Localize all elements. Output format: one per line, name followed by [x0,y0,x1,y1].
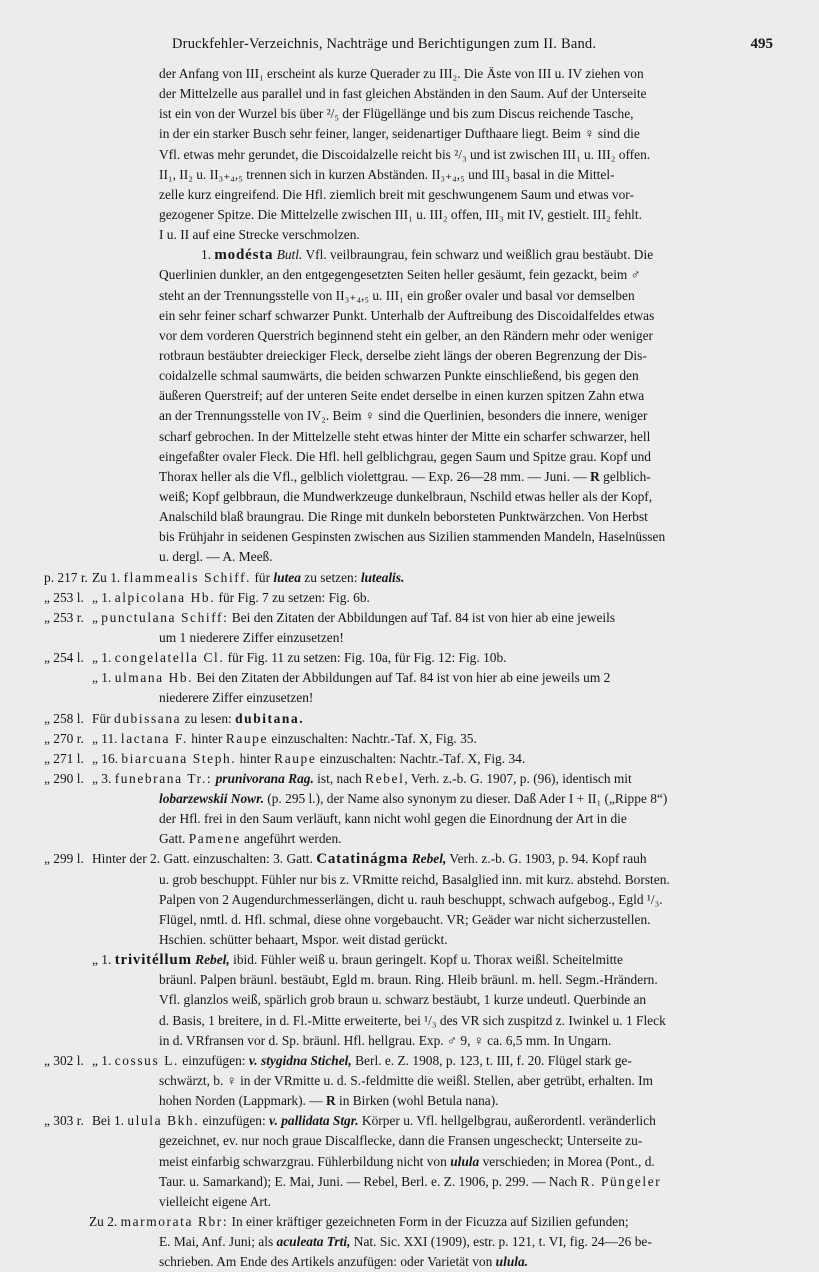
emphasized-text: Raupe [274,750,317,766]
emphasized-text: biarcuana Steph. [121,750,237,766]
page-reference: „ 303 r. [44,1113,84,1129]
line-text [92,568,404,588]
text-segment: scharf gebrochen. In der Mittelzelle steht etwas hinter der Mitte ein scharfer schwarzer, hell [159,428,651,444]
line-text [92,608,615,628]
emphasized-text: aculeata Trti, [276,1234,351,1250]
emphasized-text: Rebel [365,770,405,786]
text-segment: „ 1. [92,952,115,968]
line-text [159,427,650,447]
text-segment: rotbraun bestäubter dreieckiger Fleck, derselbe zieht längs der oberen Begrenzung der Dis- [159,347,647,363]
emphasized-text: congelatella Cl. [114,650,225,666]
text-segment: für [251,569,274,585]
emphasized-text: ulmana Hb. [114,670,194,686]
text-segment: „ 1. [92,650,115,666]
emphasized-text: R [325,1093,336,1109]
page-reference: „ 302 l. [44,1052,84,1068]
line-text [159,910,650,930]
emphasized-text: prunivorana Rag. [215,770,314,786]
text-segment: gezogener Spitze. Die Mittelzelle zwischen III₁ u. III₂ offen, III₃ mit IV, gestielt. III₂ fehlt. [159,206,642,222]
text-line [0,950,819,970]
line-text [159,990,646,1010]
line-text [159,406,648,426]
text-line [0,910,819,930]
text-segment: einzuschalten: Nachtr.-Taf. X, Fig. 35. [268,730,477,746]
text-segment: Zu 1. [92,569,124,585]
text-segment: d. Basis, 1 breitere, in d. Fl.-Mitte erweiterte, bei ¹/₃ des VR sich zuspitzd z. Iwinkel u. 1 Fleck [159,1012,666,1028]
text-line [0,849,819,869]
line-text [92,749,525,769]
text-segment: Hinter der 2. Gatt. einzuschalten: 3. Gatt. [92,851,317,867]
text-segment: hinter [236,750,275,766]
line-text [159,890,663,910]
line-text [201,245,653,265]
text-segment: Bei 1. [92,1113,128,1129]
line-text [92,1051,632,1071]
line-text [159,205,642,225]
line-text [159,628,344,648]
text-line [0,84,819,104]
page-reference: „ 290 l. [44,770,84,786]
line-text [159,527,665,547]
text-segment: vielleicht eigene Art. [159,1193,271,1209]
text-segment: eingefaßter ovaler Fleck. Die Hfl. hell gelblichgrau, gegen Saum und Spitze grau. Kopf und [159,448,651,464]
text-line [0,245,819,265]
text-line [0,1232,819,1252]
text-line [0,527,819,547]
line-text [159,1031,611,1051]
text-line [0,326,819,346]
text-line [0,507,819,527]
line-text [159,64,644,84]
text-segment: 1. [201,247,215,263]
text-segment: ein sehr feiner scharf schwarzer Punkt. Unterhalb der Auftreibung des Discoidalfeldes etwas [159,307,655,323]
text-line [0,547,819,567]
text-segment: Palpen von 2 Augendurchmesserlängen, dicht u. rauh beschuppt, schwach aufgebog., Egld ¹/₃. [159,891,663,907]
emphasized-text: funebrana Tr.: [114,770,213,786]
text-line [0,1091,819,1111]
text-segment: für Fig. 7 zu setzen: Fig. 6b. [215,589,370,605]
text-segment: „ 1. [92,670,115,686]
emphasized-text: Catatinágma [316,851,409,868]
text-segment: niederere Ziffer einzusetzen! [159,690,314,706]
line-text [159,1131,642,1151]
text-line [0,104,819,124]
text-segment: einzufügen: [178,1052,249,1068]
text-segment: Verh. z.-b. G. 1903, p. 94. Kopf rauh [446,851,647,867]
text-line [0,1152,819,1172]
text-line [0,930,819,950]
text-line [0,265,819,285]
text-segment: ibid. Fühler weiß u. braun geringelt. Kopf u. Thorax weißl. Scheitelmitte [229,952,623,968]
page-reference: „ 271 l. [44,750,84,766]
emphasized-text: flammealis Schiff. [123,569,252,585]
line-text [159,225,360,245]
line-text [159,688,313,708]
text-line [0,1071,819,1091]
text-segment: steht an der Trennungsstelle von II₃₊₄,₅ u. III₁ ein großer ovaler und basal vor demselben [159,287,635,303]
text-segment: Analschild blaß braungrau. Die Ringe mit dunkeln beborsteten Punktwärzchen. Von Herbst [159,509,648,525]
text-segment: Querlinien dunkler, an den entgegengesetzten Seiten heller gesäumt, fein gezackt, beim ♂ [159,267,641,283]
text-line [0,145,819,165]
text-segment: Zu 2. [89,1214,121,1230]
line-text [92,709,304,729]
emphasized-text: lutea [273,569,301,585]
line-text [92,648,507,668]
line-text [159,1232,652,1252]
emphasized-text: ulula [450,1153,480,1169]
text-segment: Flügel, nmtl. d. Hfl. schmal, diese ohne vorgebaucht. VR; Geäder war nicht sicherzustellen. [159,911,651,927]
page-reference: „ 299 l. [44,851,84,867]
text-segment: Für [92,710,114,726]
text-segment: II₁, II₂ u. II₃₊₄,₅ trennen sich in kurzen Abständen. II₃₊₄,₅ und III₃ basal in die Mittel- [159,166,615,182]
line-text [159,185,634,205]
text-line [0,568,819,588]
line-text [159,789,667,809]
emphasized-text: dubissana [113,710,182,726]
emphasized-text: cossus L. [114,1052,179,1068]
page-body [0,64,819,1272]
line-text [159,84,647,104]
text-segment: Taur. u. Samarkand); E. Mai, Juni. — Rebel, Berl. e. Z. 1906, p. 299. — Nach [159,1173,581,1189]
text-segment: einzuschalten: Nachtr.-Taf. X, Fig. 34. [316,750,526,766]
text-segment: E. Mai, Anf. Juni; als [159,1234,277,1250]
emphasized-text: trivitéllum [114,952,192,969]
text-segment: der Hfl. frei in den Saum verläuft, kann nicht wohl gegen die Einordnung der Art in die [159,811,627,827]
text-line [0,386,819,406]
text-segment: schrieben. Am Ende des Artikels anzufügen: oder Varietät von [159,1254,496,1270]
text-segment: Vfl. etwas mehr gerundet, die Discoidalzelle reicht bis ²/₃ und ist zwischen III₁ u. III₂ offen. [159,146,651,162]
text-line [0,1131,819,1151]
text-segment: für Fig. 11 zu setzen: Fig. 10a, für Fig. 12: Fig. 10b. [224,650,507,666]
text-segment: Nat. Sic. XXI (1909), estr. p. 121, t. VI, fig. 24—26 be- [350,1234,652,1250]
text-line [0,1011,819,1031]
emphasized-text: punctulana Schiff: [101,609,229,625]
emphasized-text: alpicolana Hb. [114,589,216,605]
line-text [159,930,448,950]
text-segment: Thorax heller als die Vfl., gelblich violettgrau. — Exp. 26—28 mm. — Juni. — [159,468,591,484]
text-segment: in d. VRfransen vor d. Sp. bräunl. Hfl. hellgrau. Exp. ♂ 9, ♀ ca. 6,5 mm. In Ungarn. [159,1032,612,1048]
line-text [159,366,639,386]
line-text [159,124,640,144]
text-segment: , Verh. z.-b. G. 1907, p. (96), identisch mit [404,770,632,786]
text-line [0,668,819,688]
text-line [0,225,819,245]
text-line [0,447,819,467]
emphasized-text: Butl. [276,247,303,263]
emphasized-text: lutealis. [360,569,405,585]
line-text [92,588,370,608]
text-segment: zu setzen: [300,569,361,585]
text-line [0,165,819,185]
page-number: 495 [750,36,773,52]
text-segment: verschieden; in Morea (Pont., d. [479,1153,655,1169]
text-line [0,1031,819,1051]
text-line [0,870,819,890]
text-line [0,890,819,910]
emphasized-text: lobarzewskii Nowr. [159,791,264,807]
emphasized-text: ulula Bkh. [127,1113,200,1129]
text-line [0,467,819,487]
text-line [0,346,819,366]
text-line [0,366,819,386]
text-line [0,688,819,708]
text-segment: um 1 niederere Ziffer einzusetzen! [159,629,344,645]
text-line [0,588,819,608]
line-text [159,1091,499,1111]
page-reference: p. 217 r. [44,569,88,585]
line-text [159,306,654,326]
text-line [0,205,819,225]
line-text [159,507,648,527]
emphasized-text: R. Püngeler [580,1173,662,1189]
line-text [92,729,477,749]
page-reference: „ 253 r. [44,609,84,625]
line-text [159,1192,271,1212]
emphasized-text: v. pallidata Stgr. [269,1113,359,1129]
line-text [159,970,658,990]
text-segment: Bei den Zitaten der Abbildungen auf Taf. 84 ist von hier ab eine jeweils um 2 [193,670,611,686]
page-header [0,36,819,58]
page-reference: „ 253 l. [44,589,84,605]
text-segment: „ 1. [92,589,115,605]
line-text [159,547,273,567]
text-segment: vor dem vorderen Querstrich beginnend steht ein gelber, an den Rändern mehr oder weniger [159,327,653,343]
text-segment: äußeren Querstreif; auf der unteren Seite endet derselbe in einen kurzen spitzen Zahn etwa [159,388,645,404]
text-line [0,769,819,789]
line-text [159,326,653,346]
text-segment: (p. 295 l.), der Name also synonym zu dieser. Daß Ader I + II₁ („Rippe 8“) [263,791,668,807]
text-segment: weiß; Kopf gelbbraun, die Mundwerkzeuge dunkelbraun, Nschild etwas heller als der Kopf, [159,488,653,504]
text-segment: schwärzt, b. ♀ in der VRmitte u. d. S.-feldmitte die weißl. Stellen, aber getrübt, erhalten. Im [159,1073,653,1089]
line-text [159,265,641,285]
text-line [0,648,819,668]
emphasized-text: marmorata Rbr: [120,1214,229,1230]
emphasized-text: ulula. [495,1254,529,1270]
line-text [92,849,647,869]
line-text [159,809,627,829]
text-segment: Berl. e. Z. 1908, p. 123, t. III, f. 20. Flügel stark ge- [351,1052,632,1068]
text-segment: Vfl. glanzlos weiß, spärlich grob braun u. schwarz bestäubt, 1 kurze undeutl. Querbinde an [159,992,647,1008]
text-segment: „ 1. [92,1052,115,1068]
line-text [159,1011,666,1031]
text-segment: bräunl. Palpen bräunl. bestäubt, Egld m. braun. Ring. Hleib bräunl. m. hell. Segm.-Hrändern. [159,972,658,988]
text-line [0,487,819,507]
line-text [92,1111,656,1131]
emphasized-text: R [590,468,600,484]
running-title: Druckfehler-Verzeichnis, Nachträge und Berichtigungen zum II. Band. [172,36,597,52]
line-text [92,769,632,789]
line-text [159,346,647,366]
text-line [0,990,819,1010]
line-text [159,1172,661,1192]
text-line [0,608,819,628]
line-text [159,1071,653,1091]
text-line [0,1252,819,1272]
text-line [0,809,819,829]
text-segment: coidalzelle schmal saumwärts, die beiden schwarzen Punkte einschließend, bis gegen den [159,368,639,384]
text-segment: „ 16. [92,750,122,766]
text-line [0,628,819,648]
line-text [159,487,652,507]
text-line [0,1192,819,1212]
text-segment: ist, nach [313,770,366,786]
text-line [0,64,819,84]
text-segment: der Mittelzelle aus parallel und in fast gleichen Abständen in den Saum. Auf der Unterseite [159,86,647,102]
emphasized-text: Rebel, [195,952,230,968]
text-segment: in Birken (wohl Betula nana). [335,1093,499,1109]
line-text [92,668,610,688]
emphasized-text: Pamene [188,831,241,847]
emphasized-text: v. stygidna Stichel, [248,1052,352,1068]
text-segment: meist einfarbig schwarzgrau. Fühlerbildung nicht von [159,1153,451,1169]
text-line [0,709,819,729]
line-text [159,165,615,185]
page-reference: „ 270 r. [44,730,84,746]
line-text [159,870,670,890]
emphasized-text: Rebel, [411,851,447,867]
text-segment: zu lesen: [181,710,236,726]
emphasized-text: lactana F. [120,730,188,746]
text-segment: gelblich- [599,468,651,484]
line-text [92,950,623,970]
line-text [159,286,635,306]
text-line [0,306,819,326]
text-segment: „ [92,609,102,625]
line-text [159,829,342,849]
text-segment: der Anfang von III₁ erscheint als kurze Querader zu III₂. Die Äste von III u. IV ziehen von [159,66,644,81]
emphasized-text: Raupe [225,730,269,746]
emphasized-text: modésta [214,247,274,264]
text-segment: I u. II auf eine Strecke verschmolzen. [159,227,360,243]
text-line [0,1172,819,1192]
line-text [159,386,644,406]
text-segment: Vfl. veilbraungrau, fein schwarz und weißlich grau bestäubt. Die [302,247,654,263]
text-segment: gezeichnet, ev. nur noch graue Discalflecke, dann die Fransen ungescheckt; Unterseite zu- [159,1133,643,1149]
text-line [0,970,819,990]
text-segment: u. dergl. — A. Meeß. [159,549,273,565]
line-text [159,447,651,467]
text-line [0,729,819,749]
text-segment: an der Trennungsstelle von IV₂. Beim ♀ sind die Querlinien, besonders die innere, weniger [159,408,648,424]
text-line [0,185,819,205]
text-segment: Bei den Zitaten der Abbildungen auf Taf. 84 ist von hier ab eine jeweils [228,609,616,625]
text-line [0,124,819,144]
line-text [159,1152,655,1172]
page-reference: „ 254 l. [44,650,84,666]
line-text [159,104,634,124]
text-line [0,1051,819,1071]
text-segment: „ 11. [92,730,121,746]
text-line [0,1111,819,1131]
text-line [0,829,819,849]
line-text [159,145,650,165]
line-text [89,1212,629,1232]
text-line [0,1212,819,1232]
text-line [0,406,819,426]
line-text [159,1252,528,1272]
text-line [0,789,819,809]
text-segment: Hschien. schütter behaart, Mspor. weit distad gerückt. [159,932,448,948]
text-segment: angeführt werden. [240,831,342,847]
text-line [0,427,819,447]
text-segment: ist ein von der Wurzel bis über ²/₅ der Flügellänge und bis zum Discus reichende Tasche, [159,106,634,122]
text-segment: zelle kurz eingreifend. Die Hfl. ziemlich breit mit geschwungenem Saum und etwas vor- [159,186,634,202]
text-segment: Körper u. Vfl. hellgelbgrau, außerordentl. veränderlich [358,1113,656,1129]
text-line [0,749,819,769]
text-line [0,286,819,306]
text-segment: bis Frühjahr in seidenen Gespinsten zwischen aus Sizilien stammenden Mandeln, Haselnüssen [159,529,666,545]
emphasized-text: dubitana. [235,710,305,726]
text-segment: „ 3. [92,770,115,786]
text-segment: hinter [187,730,226,746]
text-segment: hohen Norden (Lappmark). — [159,1093,326,1109]
text-segment: In einer kräftiger gezeichneten Form in der Ficuzza auf Sizilien gefunden; [228,1214,629,1230]
page-reference: „ 258 l. [44,710,84,726]
text-segment: Gatt. [159,831,189,847]
text-segment: in der ein starker Busch sehr feiner, langer, seidenartiger Dufthaare liegt. Beim ♀ sind die [159,126,640,142]
text-segment: u. grob beschuppt. Fühler nur bis z. VRmitte reichd, Basalglied inn. mit kurz. abstehd. Borsten. [159,871,670,887]
line-text [159,467,651,487]
text-segment: einzufügen: [199,1113,270,1129]
